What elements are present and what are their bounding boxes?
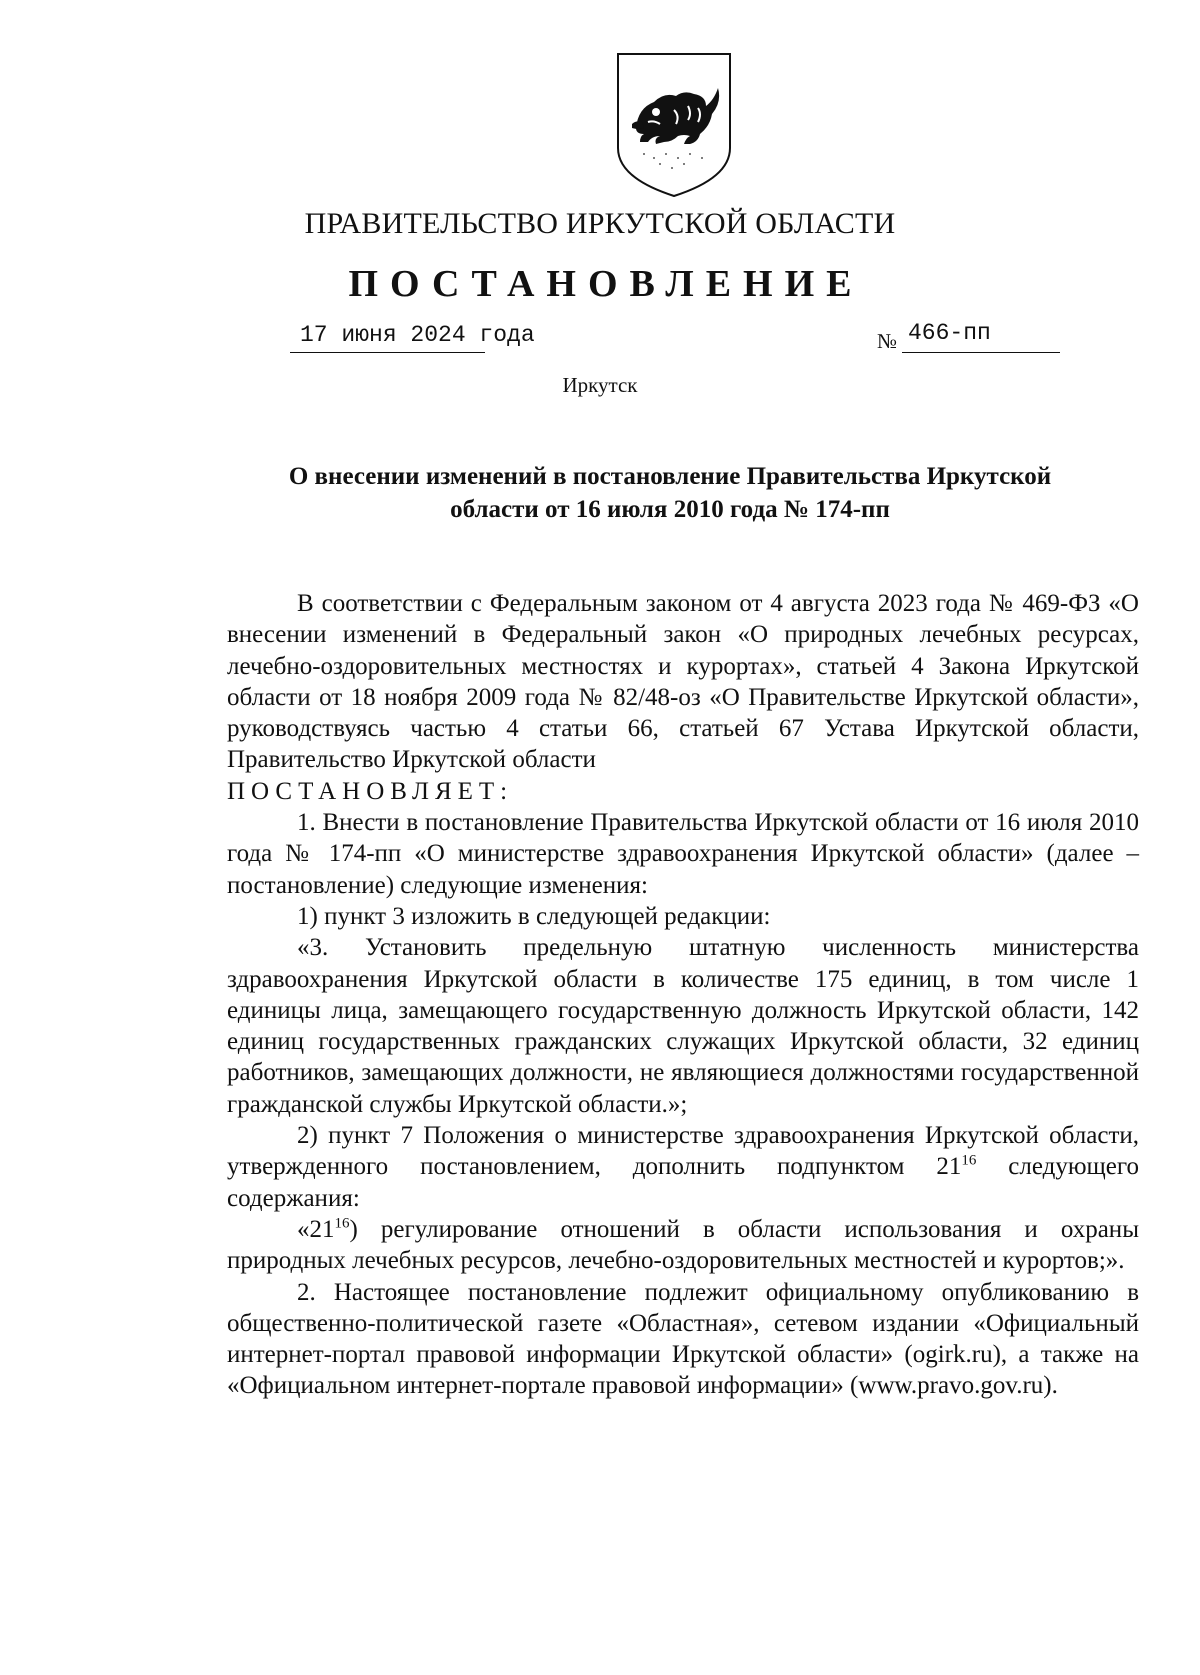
- city-name: Иркутск: [562, 373, 638, 397]
- item-1-2-paragraph: [227, 1120, 1139, 1214]
- preamble-paragraph: В соответствии с Федеральным законом от 4 августа 2023 года № 469-ФЗ «О внесении изменений в Федеральный закон «О природных лечебных ресурсах, лечебно-оздоровительных местностях и курортах», статьей 4 Закона Иркутской области от 18 ноября 2009 года № 82/48-оз «О Правительстве Иркутской области», руководствуясь частью 4 статьи 66, статьей 67 Устава Иркутской области, Правительство Иркутской области: [227, 590, 1139, 774]
- item-1-2-quoted-text: [227, 1214, 1139, 1277]
- item-1-2-text-a: 2) пункт 7 Положения о министерстве здравоохранения Иркутской области, утвержденного постановлением, дополнить подпунктом 21: [227, 1122, 1139, 1181]
- item-1-2-quote-a: «21: [297, 1215, 335, 1243]
- item-1-1-quoted-text: «3. Установить предельную штатную численность министерства здравоохранения Иркутской области в количестве 175 единиц, в том числе 1 единицы лица, замещающего государственную должность Иркутской области, 142 единиц государственных гражданских служащих Иркутской области, 32 единиц работников, замещающих должности, не являющиеся должностями государственной гражданской службы Иркутской области.»;: [227, 934, 1139, 1118]
- irkutsk-coat-of-arms-icon: [614, 50, 734, 200]
- number-sign: №: [877, 329, 898, 353]
- subject-line-2: области от 16 июля 2010 года № 174-пп: [450, 496, 890, 523]
- subject-line-1: О внесении изменений в постановление Правительства Иркутской: [288, 463, 1052, 490]
- document-body: [227, 588, 1139, 1402]
- document-number: 466-пп: [908, 320, 991, 346]
- government-title: ПРАВИТЕЛЬСТВО ИРКУТСКОЙ ОБЛАСТИ: [304, 207, 896, 240]
- item-1-2-quote-b: ) регулирование отношений в области использования и охраны природных лечебных ресурсов, лечебно-оздоровительных местностей и курортов;».: [227, 1215, 1139, 1275]
- item-1-2-superscript: 16: [961, 1153, 977, 1170]
- item-1-paragraph: 1. Внести в постановление Правительства Иркутской области от 16 июля 2010 года № 174-пп «О министерстве здравоохранения Иркутской области» (далее – постановление) следующие изменения:: [227, 809, 1139, 899]
- document-type-title: ПОСТАНОВЛЕНИЕ: [348, 263, 864, 305]
- item-1-1-paragraph: 1) пункт 3 изложить в следующей редакции:: [297, 902, 771, 930]
- document-subject: [200, 460, 1140, 526]
- item-2-paragraph: 2. Настоящее постановление подлежит официальному опубликованию в общественно-политической газете «Областная», сетевом издании «Официальный интернет-портал правовой информации Иркутской области» (ogirk.ru), а также на «Официальном интернет-портале правовой информации» (www.pravo.gov.ru).: [227, 1278, 1139, 1400]
- decrees-word: ПОСТАНОВЛЯЕТ:: [227, 777, 514, 805]
- document-date: 17 июня 2024 года: [300, 322, 535, 348]
- item-1-2-text-b: следующего содержания:: [227, 1153, 1139, 1212]
- item-1-2-quote-superscript: 16: [334, 1215, 350, 1232]
